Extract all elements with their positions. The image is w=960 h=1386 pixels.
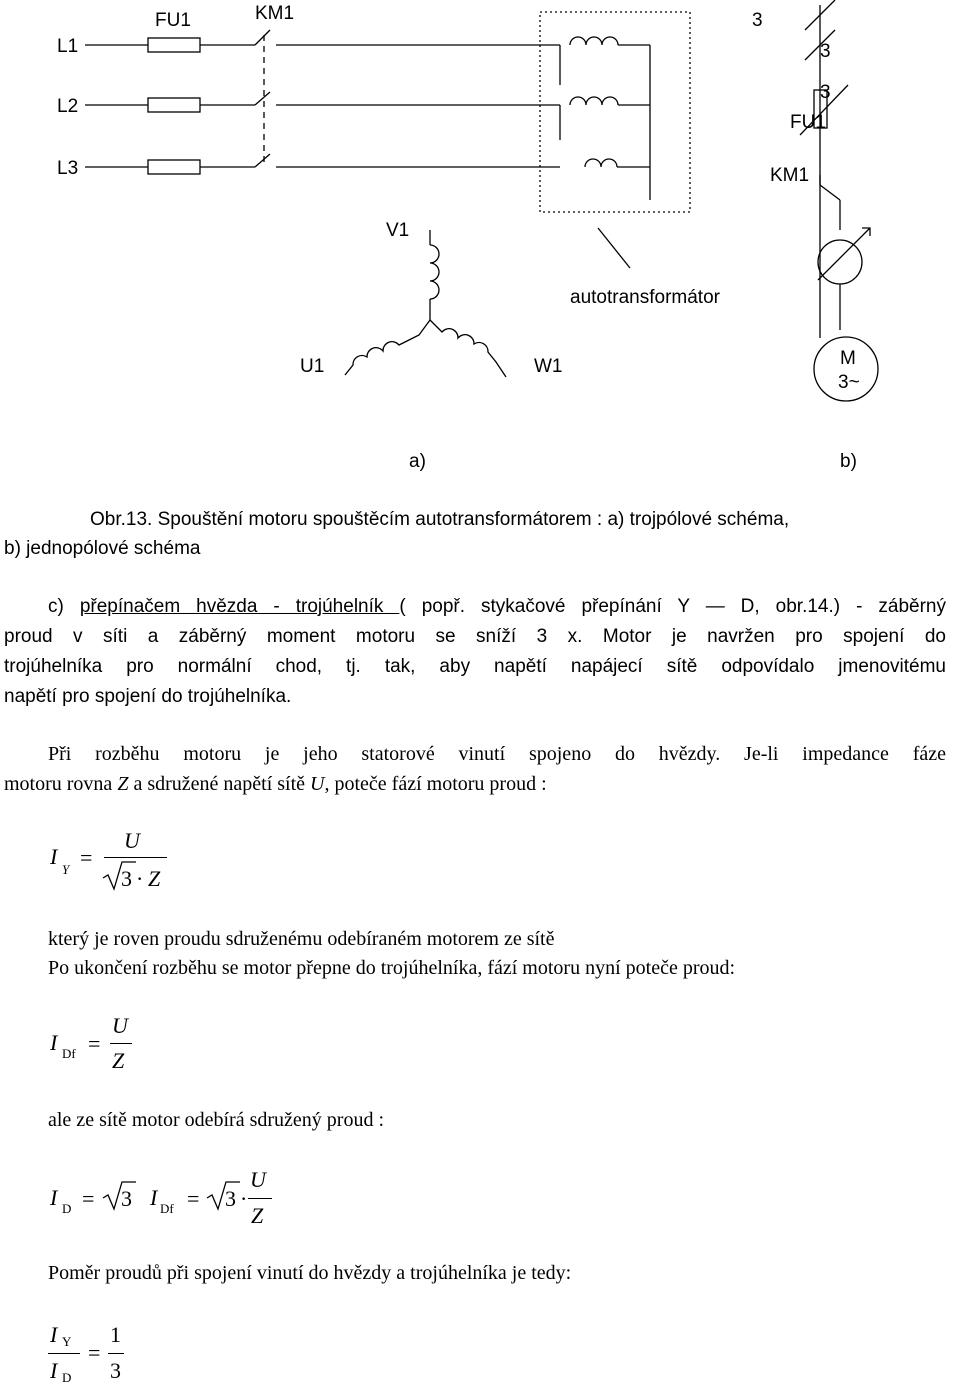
formula-ratio-right-bar bbox=[108, 1353, 124, 1354]
formula-IY-root: 3 bbox=[121, 866, 132, 891]
formula-ratio-eq: = bbox=[88, 1340, 101, 1365]
formula-ID-root1: 3 bbox=[121, 1186, 132, 1211]
formula-ID-den: Z bbox=[251, 1203, 264, 1228]
text-after-IY-line2: Po ukončení rozběhu se motor přepne do trojúhelníka, fází motoru nyní poteče proud: bbox=[48, 957, 736, 979]
formula-ID-I: I bbox=[50, 1185, 58, 1210]
line-label-L1: L1 bbox=[57, 36, 79, 57]
formula-IDf-fraction-bar bbox=[110, 1043, 132, 1044]
conductor-count-1: 3 bbox=[752, 10, 763, 31]
sqrt-symbol bbox=[102, 861, 138, 891]
formula-ID-dot: · bbox=[240, 1186, 248, 1211]
line-label-L2: L2 bbox=[57, 96, 79, 117]
formula-ratio-num-sub: Y bbox=[62, 1334, 72, 1349]
formula-ID-sub2: Df bbox=[160, 1201, 174, 1216]
formula-IDf-num: U bbox=[112, 1013, 128, 1038]
formula-ID-eq1: = bbox=[82, 1186, 95, 1211]
formula-ID-root2: 3 bbox=[225, 1186, 236, 1211]
formula-IY-Z: Z bbox=[148, 866, 161, 891]
formula-IY-eq: = bbox=[80, 845, 93, 870]
symbol-U: U bbox=[310, 773, 325, 795]
section-c-line1-rest: ( popř. stykačové přepínání Y — D, obr.14.) - záběrný bbox=[399, 596, 947, 617]
startup-line2-a: motoru rovna bbox=[4, 773, 118, 795]
figure-caption-line1: Obr.13. Spouštění motoru spouštěcím autotransformátorem : a) trojpólové schéma, bbox=[90, 509, 790, 530]
formula-IDf-I: I bbox=[50, 1030, 58, 1055]
sqrt-symbol bbox=[102, 1181, 138, 1211]
startup-line2-b: a sdružené napětí sítě bbox=[128, 773, 311, 795]
formula-ID-fraction-bar bbox=[248, 1198, 272, 1199]
terminal-V1: V1 bbox=[386, 220, 410, 241]
formula-IDf-eq: = bbox=[88, 1031, 101, 1056]
symbol-Z: Z bbox=[117, 773, 129, 795]
startup-line2-c: , poteče fází motoru proud : bbox=[324, 773, 547, 795]
section-c-line1 bbox=[48, 596, 946, 618]
formula-ID-I2: I bbox=[150, 1185, 158, 1210]
formula-IDf-den: Z bbox=[112, 1048, 125, 1073]
section-c-line3: trojúhelníka pro normální chod, tj. tak, aby napětí napájecí sítě odpovídalo jmenovitému bbox=[4, 656, 946, 677]
motor-phase-label: 3~ bbox=[838, 372, 860, 393]
startup-line1: Při rozběhu motoru je jeho statorové vinutí spojeno do hvězdy. Je-li impedance fáze bbox=[48, 743, 946, 765]
startup-line2 bbox=[4, 773, 547, 796]
ratio-text: Poměr proudů při spojení vinutí do hvězdy a trojúhelníka je tedy: bbox=[48, 1262, 572, 1284]
formula-IY-I: I bbox=[50, 844, 58, 869]
terminal-W1: W1 bbox=[534, 356, 563, 377]
formula-ID-num: U bbox=[250, 1167, 266, 1192]
line-label-L3: L3 bbox=[57, 158, 79, 179]
fuse-label: FU1 bbox=[155, 10, 191, 31]
conductor-count-3: 3 bbox=[820, 82, 831, 103]
formula-IY-sub: Y bbox=[62, 862, 70, 877]
formula-IY-num: U bbox=[124, 828, 140, 853]
text-after-IY-line1: který je roven proudu sdruženému odebíraném motorem ze sítě bbox=[48, 928, 555, 950]
formula-ratio-left-bar bbox=[48, 1353, 80, 1354]
motor-label: M bbox=[840, 348, 856, 369]
sqrt-symbol bbox=[206, 1181, 242, 1211]
formula-ratio-den: 3 bbox=[110, 1358, 121, 1383]
section-c-line4: napětí pro spojení do trojúhelníka. bbox=[4, 686, 292, 707]
formula-IY-dot: · bbox=[136, 866, 144, 891]
formula-ratio-num: 1 bbox=[110, 1322, 121, 1347]
formula-ID-sub: D bbox=[62, 1201, 72, 1216]
conductor-count-2: 3 bbox=[820, 41, 831, 62]
formula-ID-eq2: = bbox=[187, 1186, 200, 1211]
section-c-prefix: c) bbox=[48, 596, 80, 617]
single-line-contactor-label: KM1 bbox=[770, 165, 810, 186]
contactor-label: KM1 bbox=[255, 3, 295, 24]
text-after-IDf: ale ze sítě motor odebírá sdružený proud : bbox=[48, 1109, 384, 1131]
formula-ratio-den-I: I bbox=[50, 1358, 58, 1383]
formula-ratio-den-sub: D bbox=[62, 1370, 72, 1385]
autotransformer-label: autotransformátor bbox=[570, 287, 720, 308]
formula-ratio-num-I: I bbox=[50, 1322, 58, 1347]
figure-caption-line2: b) jednopólové schéma bbox=[4, 538, 201, 559]
part-a-label: a) bbox=[409, 451, 426, 472]
part-b-label: b) bbox=[840, 451, 857, 472]
section-c-underlined: přepínačem hvězda - trojúhelník bbox=[79, 596, 400, 617]
schematic-diagram bbox=[0, 0, 960, 420]
terminal-U1: U1 bbox=[300, 356, 325, 377]
section-c-line2: proud v síti a záběrný moment motoru se sníží 3 x. Motor je navržen pro spojení do bbox=[4, 626, 946, 647]
formula-IDf-sub: Df bbox=[62, 1046, 76, 1061]
single-line-fuse-label: FU1 bbox=[790, 112, 826, 133]
formula-IY-fraction-bar bbox=[104, 857, 167, 858]
